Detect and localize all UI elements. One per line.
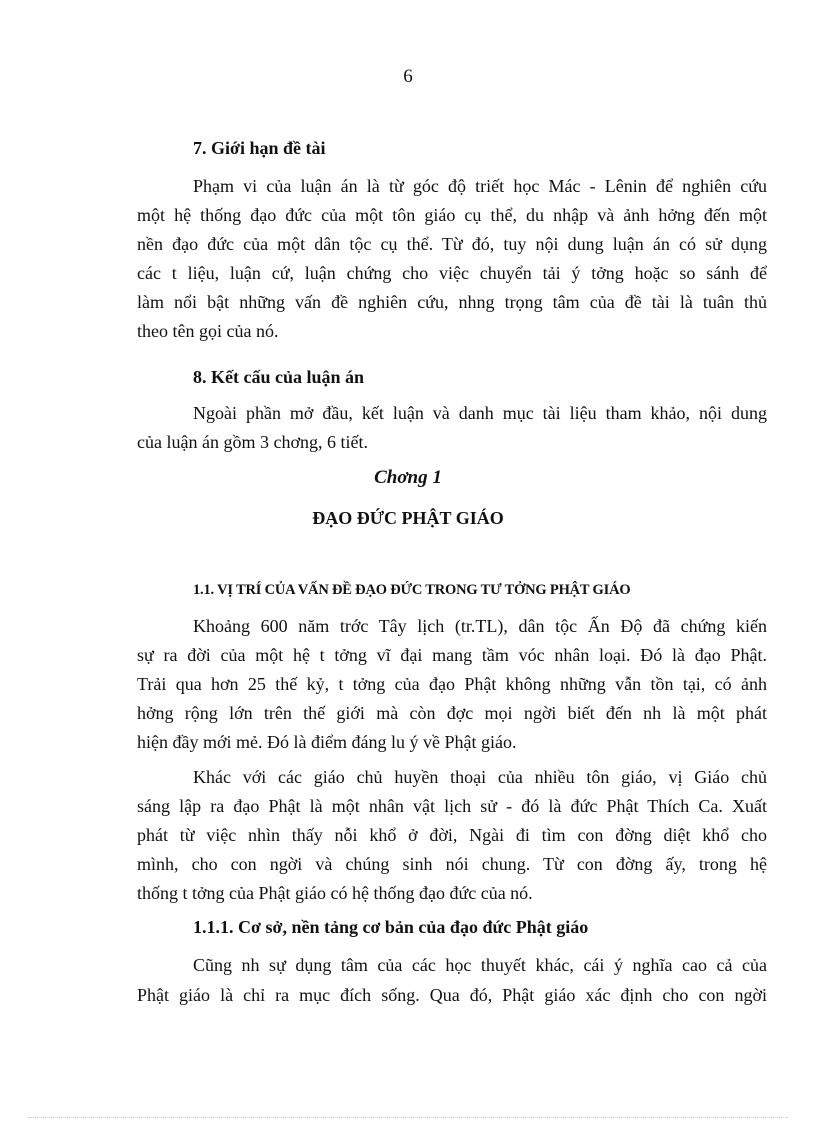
paragraph-line: nền đạo đức của một dân tộc cụ thể. Từ đó, tuy nội dung luận án có sử dụng — [137, 234, 767, 254]
chapter-name: ĐẠO ĐỨC PHẬT GIÁO — [312, 508, 504, 528]
paragraph-line: hiện đầy mới mẻ. Đó là điểm đáng lu ý về Phật giáo. — [137, 732, 517, 752]
paragraph-line: theo tên gọi của nó. — [137, 321, 279, 341]
paragraph-line: thống t tởng của Phật giáo có hệ thống đạo đức của nó. — [137, 883, 533, 903]
paragraph-line: hởng rộng lớn trên thế giới mà còn đợc mọi ngời biết đến nh là một phát — [137, 703, 767, 723]
section-heading-structure: 8. Kết cấu của luận án — [193, 367, 365, 387]
paragraph-line: một hệ thống đạo đức của một tôn giáo cụ thể, du nhập và ảnh hởng đến một — [137, 205, 767, 225]
paragraph-line: các t liệu, luận cứ, luận chứng cho việc chuyển tải ý tởng hoặc so sánh để — [137, 263, 767, 283]
page-bottom-border — [28, 1117, 788, 1118]
paragraph-line: Trải qua hơn 25 thế kỷ, t tởng của đạo Phật không những vẫn tồn tại, có ảnh — [137, 674, 767, 694]
chapter-title: Chơng 1 — [374, 467, 442, 488]
paragraph-line: Khoảng 600 năm trớc Tây lịch (tr.TL), dân tộc Ấn Độ đã chứng kiến — [193, 616, 767, 636]
paragraph-line: sự ra đời của một hệ t tởng vĩ đại mang tầm vóc nhân loại. Đó là đạo Phật. — [137, 645, 767, 665]
section-heading-1-1: 1.1. VỊ TRÍ CỦA VẤN ĐỀ ĐẠO ĐỨC TRONG TƯ TỞNG PHẬT GIÁO — [193, 582, 631, 598]
section-heading-1-1-1: 1.1.1. Cơ sở, nền tảng cơ bản của đạo đức Phật giáo — [193, 917, 589, 937]
paragraph-line: Phạm vi của luận án là từ góc độ triết học Mác - Lênin để nghiên cứu — [193, 176, 767, 196]
page-number: 6 — [403, 66, 413, 87]
paragraph-line: Phật giáo là chỉ ra mục đích sống. Qua đó, Phật giáo xác định cho con ngời — [137, 985, 767, 1005]
section-heading-limit: 7. Giới hạn đề tài — [193, 138, 326, 158]
paragraph-line: làm nổi bật những vấn đề nghiên cứu, nhng trọng tâm của đề tài là tuân thủ — [137, 292, 767, 312]
paragraph-line: sáng lập ra đạo Phật là một nhân vật lịch sử - đó là đức Phật Thích Ca. Xuất — [137, 796, 767, 816]
paragraph-line: mình, cho con ngời và chúng sinh nói chung. Từ con đờng ấy, trong hệ — [137, 854, 767, 874]
paragraph-line: của luận án gồm 3 chơng, 6 tiết. — [137, 432, 368, 452]
paragraph-line: phát từ việc nhìn thấy nỗi khổ ở đời, Ngài đi tìm con đờng diệt khổ cho — [137, 825, 767, 845]
paragraph-line: Khác với các giáo chủ huyền thoại của nhiều tôn giáo, vị Giáo chủ — [193, 767, 767, 787]
paragraph-line: Cũng nh sự dụng tâm của các học thuyết khác, cái ý nghĩa cao cả của — [193, 955, 767, 975]
paragraph-line: Ngoài phần mở đầu, kết luận và danh mục tài liệu tham khảo, nội dung — [193, 403, 767, 423]
